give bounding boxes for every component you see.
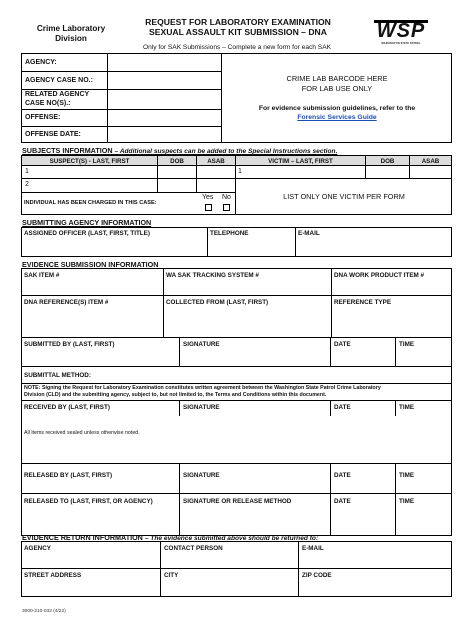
- charged-yes-checkbox[interactable]: [205, 204, 212, 211]
- released-by-label: RELEASED BY (LAST, FIRST): [24, 472, 113, 479]
- return-city-field[interactable]: [161, 580, 297, 596]
- received-date-field[interactable]: [331, 412, 394, 416]
- return-contact-label: CONTACT PERSON: [164, 545, 223, 552]
- release-method-field[interactable]: [180, 494, 329, 535]
- col-dob-suspect: DOB: [158, 156, 197, 166]
- form-title-line1: REQUEST FOR LABORATORY EXAMINATION: [145, 17, 331, 27]
- received-signature-field[interactable]: [180, 412, 329, 416]
- return-contact-field[interactable]: [161, 553, 297, 567]
- released-to-time-label: TIME: [399, 498, 415, 505]
- return-agency-field[interactable]: [22, 553, 159, 567]
- release-method-label: SIGNATURE OR RELEASE METHOD: [183, 498, 292, 505]
- guidelines-text: For evidence submission guidelines, refer to the: [258, 105, 416, 112]
- charged-label: INDIVIDUAL HAS BEEN CHARGED IN THIS CASE:: [24, 200, 157, 206]
- submitted-date-label: DATE: [334, 341, 351, 348]
- related-case-line2: CASE NO(S).:: [25, 99, 71, 107]
- reference-type-label: REFERENCE TYPE: [334, 299, 392, 306]
- return-street-label: STREET ADDRESS: [24, 572, 82, 579]
- col-asab-victim: ASAB: [410, 156, 451, 166]
- received-signature-label: SIGNATURE: [183, 404, 220, 411]
- return-zip-field[interactable]: [299, 580, 451, 596]
- agency-field[interactable]: [108, 54, 220, 70]
- barcode-line1: CRIME LAB BARCODE HERE: [286, 74, 388, 83]
- submitted-time-label: TIME: [399, 341, 415, 348]
- submitted-signature-label: SIGNATURE: [183, 341, 220, 348]
- related-case-label: [25, 91, 89, 108]
- logo-subtext: WASHINGTON STATE PATROL: [381, 42, 421, 45]
- submitting-section-title: SUBMITTING AGENCY INFORMATION: [22, 218, 152, 227]
- telephone-field[interactable]: [208, 238, 294, 256]
- wa-sak-tracking-field[interactable]: [164, 280, 330, 294]
- terms-note-line1: NOTE: Signing the Request for Laboratory Examination constitutes written agreement between the Washington State Patrol Crime Laboratory: [24, 385, 381, 391]
- suspect-row-1[interactable]: 1: [25, 168, 29, 175]
- released-date-field[interactable]: [331, 464, 394, 492]
- collected-from-label: COLLECTED FROM (LAST, FIRST): [166, 299, 269, 306]
- col-victim: VICTIM – LAST, FIRST: [236, 156, 366, 166]
- offense-label: OFFENSE:: [25, 114, 61, 121]
- sak-item-field[interactable]: [22, 280, 162, 294]
- released-signature-field[interactable]: [180, 464, 329, 492]
- submittal-method-label: SUBMITTAL METHOD:: [24, 372, 91, 379]
- form-number: 3000-210-032 (4/22): [22, 609, 66, 614]
- submitted-by-label: SUBMITTED BY (LAST, FIRST): [24, 341, 115, 348]
- released-signature-label: SIGNATURE: [183, 472, 220, 479]
- division-line2: Division: [55, 34, 87, 43]
- victim-row-1[interactable]: 1: [238, 168, 242, 175]
- subjects-title: SUBJECTS INFORMATION: [22, 146, 113, 155]
- return-agency-label: AGENCY: [24, 545, 51, 552]
- released-date-label: DATE: [334, 472, 351, 479]
- return-note: – The evidence submitted above should be returned to:: [144, 535, 319, 542]
- col-dob-victim: DOB: [366, 156, 410, 166]
- offense-date-label: OFFENSE DATE:: [25, 131, 81, 138]
- sak-item-label: SAK ITEM #: [24, 272, 60, 279]
- form-notice: Only for SAK Submissions – Complete a new form for each SAK: [142, 44, 331, 51]
- one-victim-notice: LIST ONLY ONE VICTIM PER FORM: [283, 192, 405, 201]
- received-notes-field[interactable]: [22, 437, 450, 462]
- wa-sak-tracking-label: WA SAK TRACKING SYSTEM #: [166, 272, 259, 279]
- yes-label: Yes: [202, 194, 214, 201]
- submitted-by-field[interactable]: [22, 349, 178, 365]
- received-by-field[interactable]: [22, 412, 178, 428]
- no-label: No: [222, 194, 231, 201]
- telephone-label: TELEPHONE: [210, 230, 249, 237]
- suspect-row-2[interactable]: 2: [25, 181, 29, 188]
- return-city-label: CITY: [164, 572, 179, 579]
- col-suspect: SUSPECT(S) - LAST, FIRST: [22, 156, 158, 166]
- released-to-date-field[interactable]: [331, 494, 394, 535]
- charged-no-checkbox[interactable]: [223, 204, 230, 211]
- submitted-signature-field[interactable]: [180, 349, 329, 365]
- received-time-label: TIME: [399, 404, 415, 411]
- email-field[interactable]: [296, 238, 451, 256]
- offense-field[interactable]: [108, 110, 220, 125]
- submittal-method-field[interactable]: [90, 367, 450, 382]
- terms-note: [24, 385, 450, 399]
- dna-references-label: DNA REFERENCE(S) ITEM #: [24, 299, 109, 306]
- barcode-line2: FOR LAB USE ONLY: [301, 83, 373, 93]
- offense-date-field[interactable]: [108, 127, 220, 142]
- assigned-officer-label: ASSIGNED OFFICER (LAST, FIRST, TITLE): [24, 230, 150, 237]
- dna-work-product-label: DNA WORK PRODUCT ITEM #: [334, 272, 425, 279]
- subjects-section-title: [22, 146, 337, 155]
- submitted-time-field[interactable]: [396, 349, 451, 365]
- return-zip-label: ZIP CODE: [302, 572, 332, 579]
- sealed-note: All items received sealed unless otherwise noted.: [24, 430, 140, 436]
- released-to-field[interactable]: [22, 494, 178, 535]
- logo-text: WSP: [376, 20, 426, 42]
- received-date-label: DATE: [334, 404, 351, 411]
- form-title: [120, 17, 356, 37]
- division-line1: Crime Laboratory: [36, 24, 106, 33]
- terms-note-line2: Division (CLD) and the submitting agency, subject to, but not limited to, the Terms and Conditions within this document.: [24, 392, 327, 398]
- received-by-label: RECEIVED BY (LAST, FIRST): [24, 404, 110, 411]
- reference-type-field[interactable]: [332, 307, 451, 336]
- related-case-line1: RELATED AGENCY: [25, 91, 90, 98]
- collected-from-field[interactable]: [164, 307, 330, 336]
- related-case-field[interactable]: [108, 90, 220, 108]
- evidence-section-title: EVIDENCE SUBMISSION INFORMATION: [22, 260, 159, 269]
- agency-case-no-field[interactable]: [108, 72, 220, 88]
- dna-work-product-field[interactable]: [332, 280, 451, 294]
- forensic-services-guide-link[interactable]: Forensic Services Guide: [297, 114, 377, 121]
- dna-references-field[interactable]: [22, 307, 162, 336]
- return-street-field[interactable]: [22, 580, 159, 596]
- submitted-date-field[interactable]: [331, 349, 394, 365]
- form-title-line2: SEXUAL ASSAULT KIT SUBMISSION – DNA: [149, 27, 327, 37]
- released-time-field[interactable]: [396, 464, 451, 492]
- released-by-field[interactable]: [22, 464, 178, 492]
- subjects-note: – Additional suspects can be added to the Special Instructions section.: [114, 148, 338, 155]
- division-name: [28, 24, 114, 44]
- released-to-label: RELEASED TO (LAST, FIRST, OR AGENCY): [24, 498, 153, 505]
- return-email-field[interactable]: [299, 553, 451, 567]
- agency-case-no-label: AGENCY CASE NO.:: [25, 77, 93, 84]
- return-email-label: E-MAIL: [302, 545, 324, 552]
- assigned-officer-field[interactable]: [22, 238, 206, 256]
- released-to-date-label: DATE: [334, 498, 351, 505]
- col-asab-suspect: ASAB: [197, 156, 236, 166]
- barcode-area: [222, 74, 452, 93]
- received-time-field[interactable]: [396, 412, 451, 416]
- return-title: EVIDENCE RETURN INFORMATION: [22, 533, 143, 542]
- email-label: E-MAIL: [298, 230, 320, 237]
- released-time-label: TIME: [399, 472, 415, 479]
- released-to-time-field[interactable]: [396, 494, 451, 535]
- agency-label: AGENCY:: [25, 59, 57, 66]
